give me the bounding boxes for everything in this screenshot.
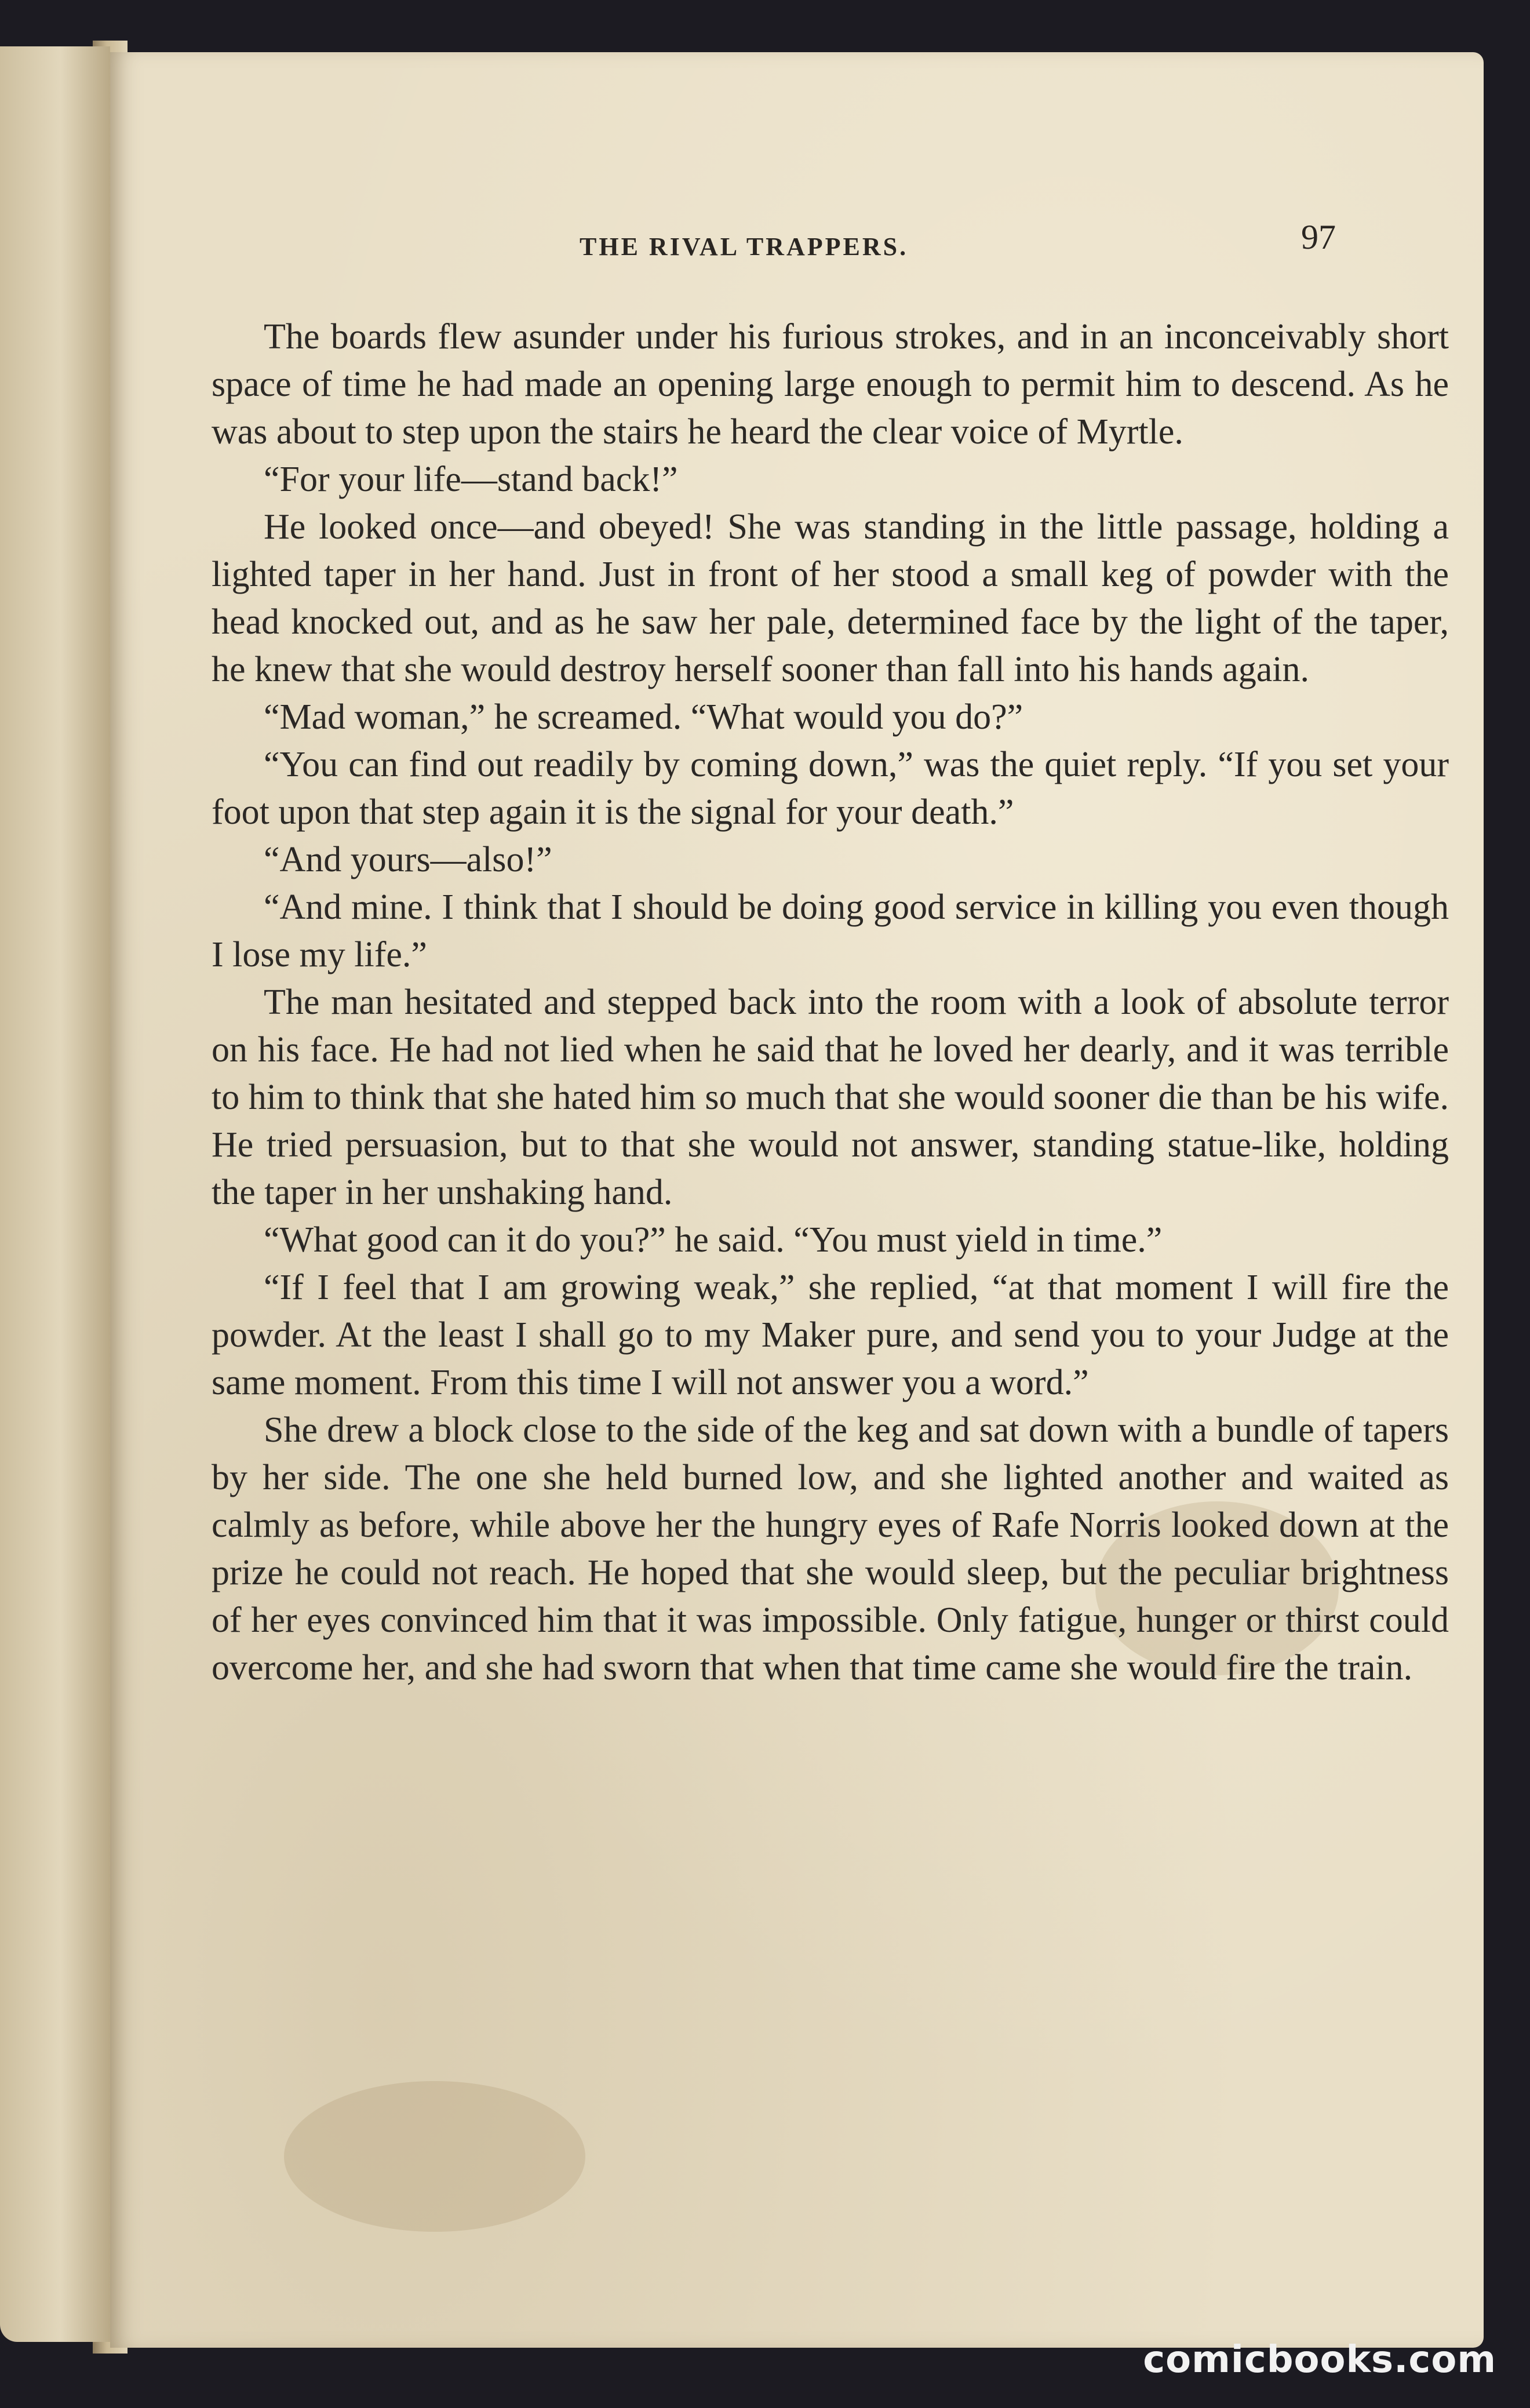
- body-text: [212, 313, 1449, 1692]
- page-number: 97: [1301, 218, 1336, 256]
- paragraph: She drew a block close to the side of the keg and sat down with a bundle of tapers by her side. The one she held burned low, and she lighted another and waited as calmly as before, while above her the hungry eyes of Rafe Norris looked down at the prize he could not reach. He hoped that she would sleep, but the peculiar brightness of her eyes convinced him that it was impossible. Only fatigue, hunger or thirst could overcome her, and she had sworn that when that time came she would fire the train.: [212, 1410, 1449, 1687]
- paragraph: “If I feel that I am growing weak,” she replied, “at that moment I will fire the powder. At the least I shall go to my Maker pure, and send you to your Judge at the same moment. From this time I will not answer you a word.”: [212, 1268, 1449, 1402]
- page-header: [110, 177, 1484, 261]
- paragraph: “And yours—also!”: [264, 840, 552, 879]
- paragraph: “For your life—stand back!”: [264, 460, 678, 499]
- paragraph: “And mine. I think that I should be doing good service in killing you even though I lose my life.”: [212, 887, 1449, 974]
- paragraph: The boards flew asunder under his furious strokes, and in an inconceivably short space of time he had made an opening large enough to permit him to descend. As he was about to step upon the stairs he heard the clear voice of Myrtle.: [212, 317, 1449, 452]
- paragraph: “You can find out readily by coming down,” was the quiet reply. “If you set your foot upon that step again it is the signal for your death.”: [212, 745, 1449, 832]
- paragraph: “Mad woman,” he screamed. “What would you do?”: [264, 697, 1023, 737]
- paragraph: He looked once—and obeyed! She was standing in the little passage, holding a lighted taper in her hand. Just in front of her stood a small keg of powder with the head knocked out, and as he saw her pale, determined face by the light of the taper, he knew that she would destroy herself sooner than fall into his hands again.: [212, 507, 1449, 689]
- left-page-edge: [0, 46, 110, 2342]
- paper-stain: [284, 2081, 585, 2232]
- book-page: [110, 52, 1484, 2348]
- site-watermark: comicbooks.com: [1143, 2338, 1496, 2381]
- paragraph: The man hesitated and stepped back into the room with a look of absolute terror on his face. He had not lied when he said that he loved her dearly, and it was terrible to him to think that she hated him so much that she would sooner die than be his wife. He tried persuasion, but to that she would not answer, standing statue-like, holding the taper in her unshaking hand.: [212, 983, 1449, 1212]
- running-head: THE RIVAL TRAPPERS.: [580, 232, 909, 261]
- paragraph: “What good can it do you?” he said. “You must yield in time.”: [264, 1220, 1163, 1260]
